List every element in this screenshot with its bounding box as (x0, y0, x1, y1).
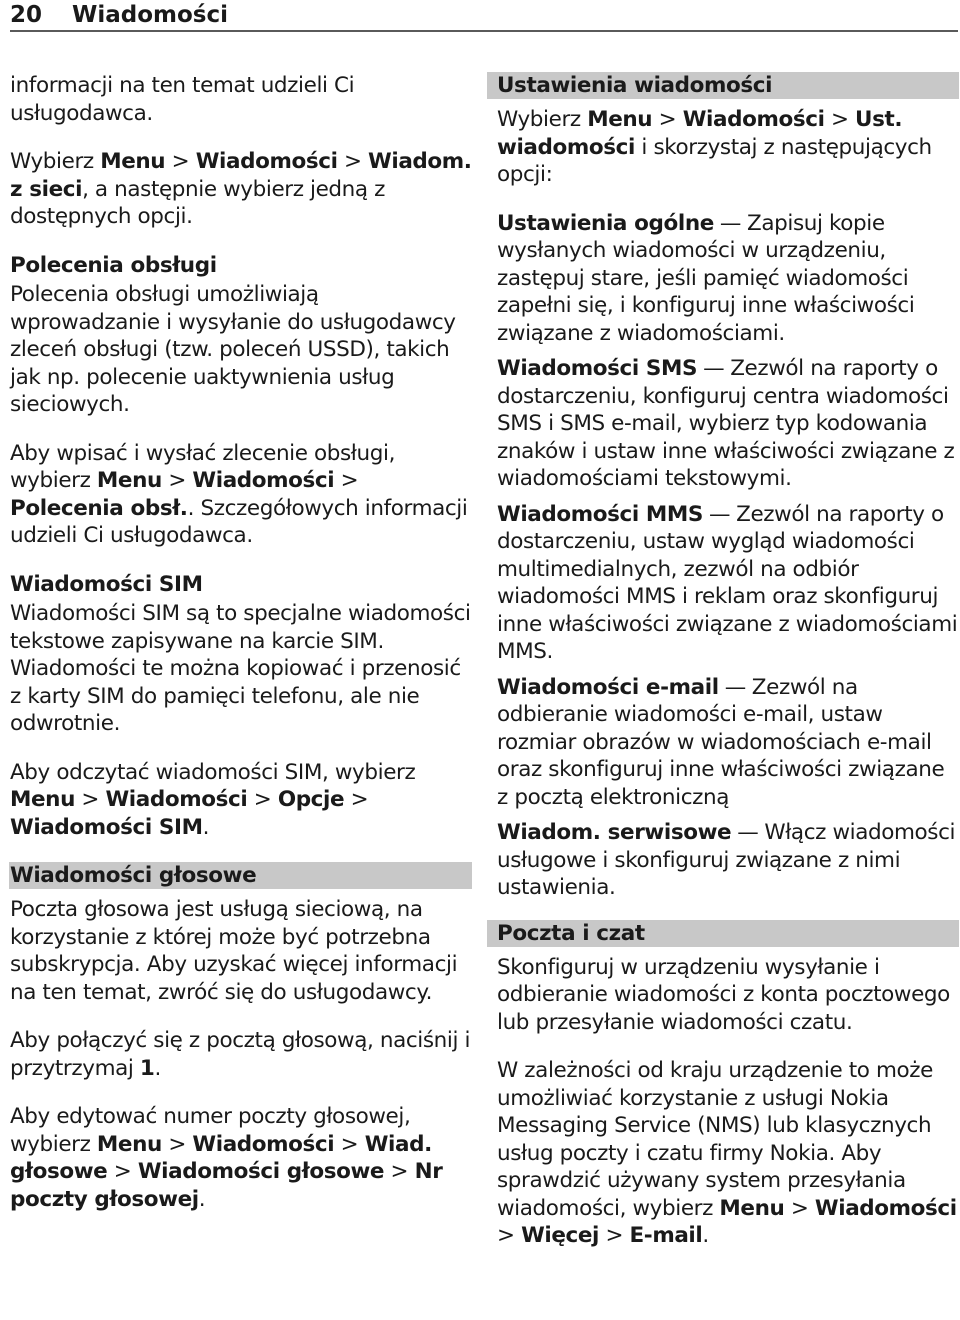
paragraph: Skonfiguruj w urządzeniu wysyłanie i odbieranie wiadomości z konta pocztowego lub przesyłanie wiadomości czatu. (497, 954, 950, 1035)
settings-option: Wiadomości SMS — Zezwól na raporty o dostarczeniu, konfiguruj centra wiadomości SMS i SMS e-mail, wybierz typ kodowania znaków i ustaw inne właściwości związane z wiadomościami tekstowymi. (497, 356, 955, 491)
left-column (10, 72, 472, 1234)
paragraph: Poczta głosowa jest usługą sieciową, na korzystanie z której może być potrzebna subskrypcja. Aby uzyskać więcej informacji na ten temat, zwróć się do usługodawcy. (10, 897, 458, 1005)
chapter-title: Wiadomości (72, 2, 229, 28)
section-heading-bar: Wiadomości głosowe (9, 862, 472, 889)
section-heading: Polecenia obsługi (10, 252, 217, 278)
page-header (10, 0, 958, 32)
settings-option: Wiadomości MMS — Zezwól na raporty o dostarczeniu, ustaw wygląd wiadomości multimedialnych, zezwól na odbiór wiadomości MMS i reklam oraz skonfiguruj inne właściwości związane z wiadomościami MMS. (497, 501, 958, 664)
paragraph: Aby odczytać wiadomości SIM, wybierz Menu > Wiadomości > Opcje > Wiadomości SIM. (10, 759, 416, 840)
paragraph: Aby połączyć się z pocztą głosową, naciśnij i przytrzymaj 1. (10, 1028, 471, 1081)
settings-option: Wiadomości e-mail — Zezwól na odbieranie wiadomości e-mail, ustaw rozmiar obrazów w wiadomościach e-mail oraz skonfiguruj inne właściwości związane z pocztą elektroniczną (497, 674, 945, 810)
paragraph: informacji na ten temat udzieli Ci usługodawca. (10, 73, 355, 126)
paragraph: Wybierz Menu > Wiadomości > Wiadom. z sieci, a następnie wybierz jedną z dostępnych opcji. (10, 149, 472, 229)
right-column (497, 72, 959, 1271)
paragraph: Wiadomości SIM są to specjalne wiadomości tekstowe zapisywane na karcie SIM. Wiadomości te można kopiować i przenosić z karty SIM do pamięci telefonu, ale nie odwrotnie. (10, 601, 471, 736)
section-heading-bar: Poczta i czat (487, 920, 959, 947)
settings-option: Ustawienia ogólne — Zapisuj kopie wysłanych wiadomości w urządzeniu, zastępuj stare, jeśli pamięć wiadomości zapełni się, i konfiguruj inne właściwości związane z wiadomościami. (497, 210, 915, 346)
section-heading: Wiadomości SIM (10, 571, 203, 597)
page-number: 20 (10, 2, 43, 28)
paragraph: Wybierz Menu > Wiadomości > Ust. wiadomości i skorzystaj z następujących opcji: (497, 107, 932, 187)
settings-option: Wiadom. serwisowe — Włącz wiadomości usługowe i skonfiguruj związane z nimi ustawienia. (497, 820, 956, 900)
paragraph: Polecenia obsługi umożliwiają wprowadzanie i wysyłanie do usługodawcy zleceń obsługi (tzw. poleceń USSD), takich jak np. polecenie uaktywnienia usług sieciowych. (10, 282, 456, 417)
section-heading-bar: Ustawienia wiadomości (487, 72, 959, 99)
paragraph: Aby edytować numer poczty głosowej, wybierz Menu > Wiadomości > Wiad. głosowe > Wiadomości głosowe > Nr poczty głosowej. (10, 1104, 443, 1212)
paragraph: W zależności od kraju urządzenie to może umożliwiać korzystanie z usługi Nokia Messaging Service (NMS) lub klasycznych usług poczty i czatu firmy Nokia. Aby sprawdzić używany system przesyłania wiadomości, wybierz Menu > Wiadomości > Więcej > E-mail. (497, 1058, 957, 1248)
paragraph: Aby wpisać i wysłać zlecenie obsługi, wybierz Menu > Wiadomości > Polecenia obsł.. Szczegółowych informacji udzieli Ci usługodawca. (10, 440, 468, 548)
